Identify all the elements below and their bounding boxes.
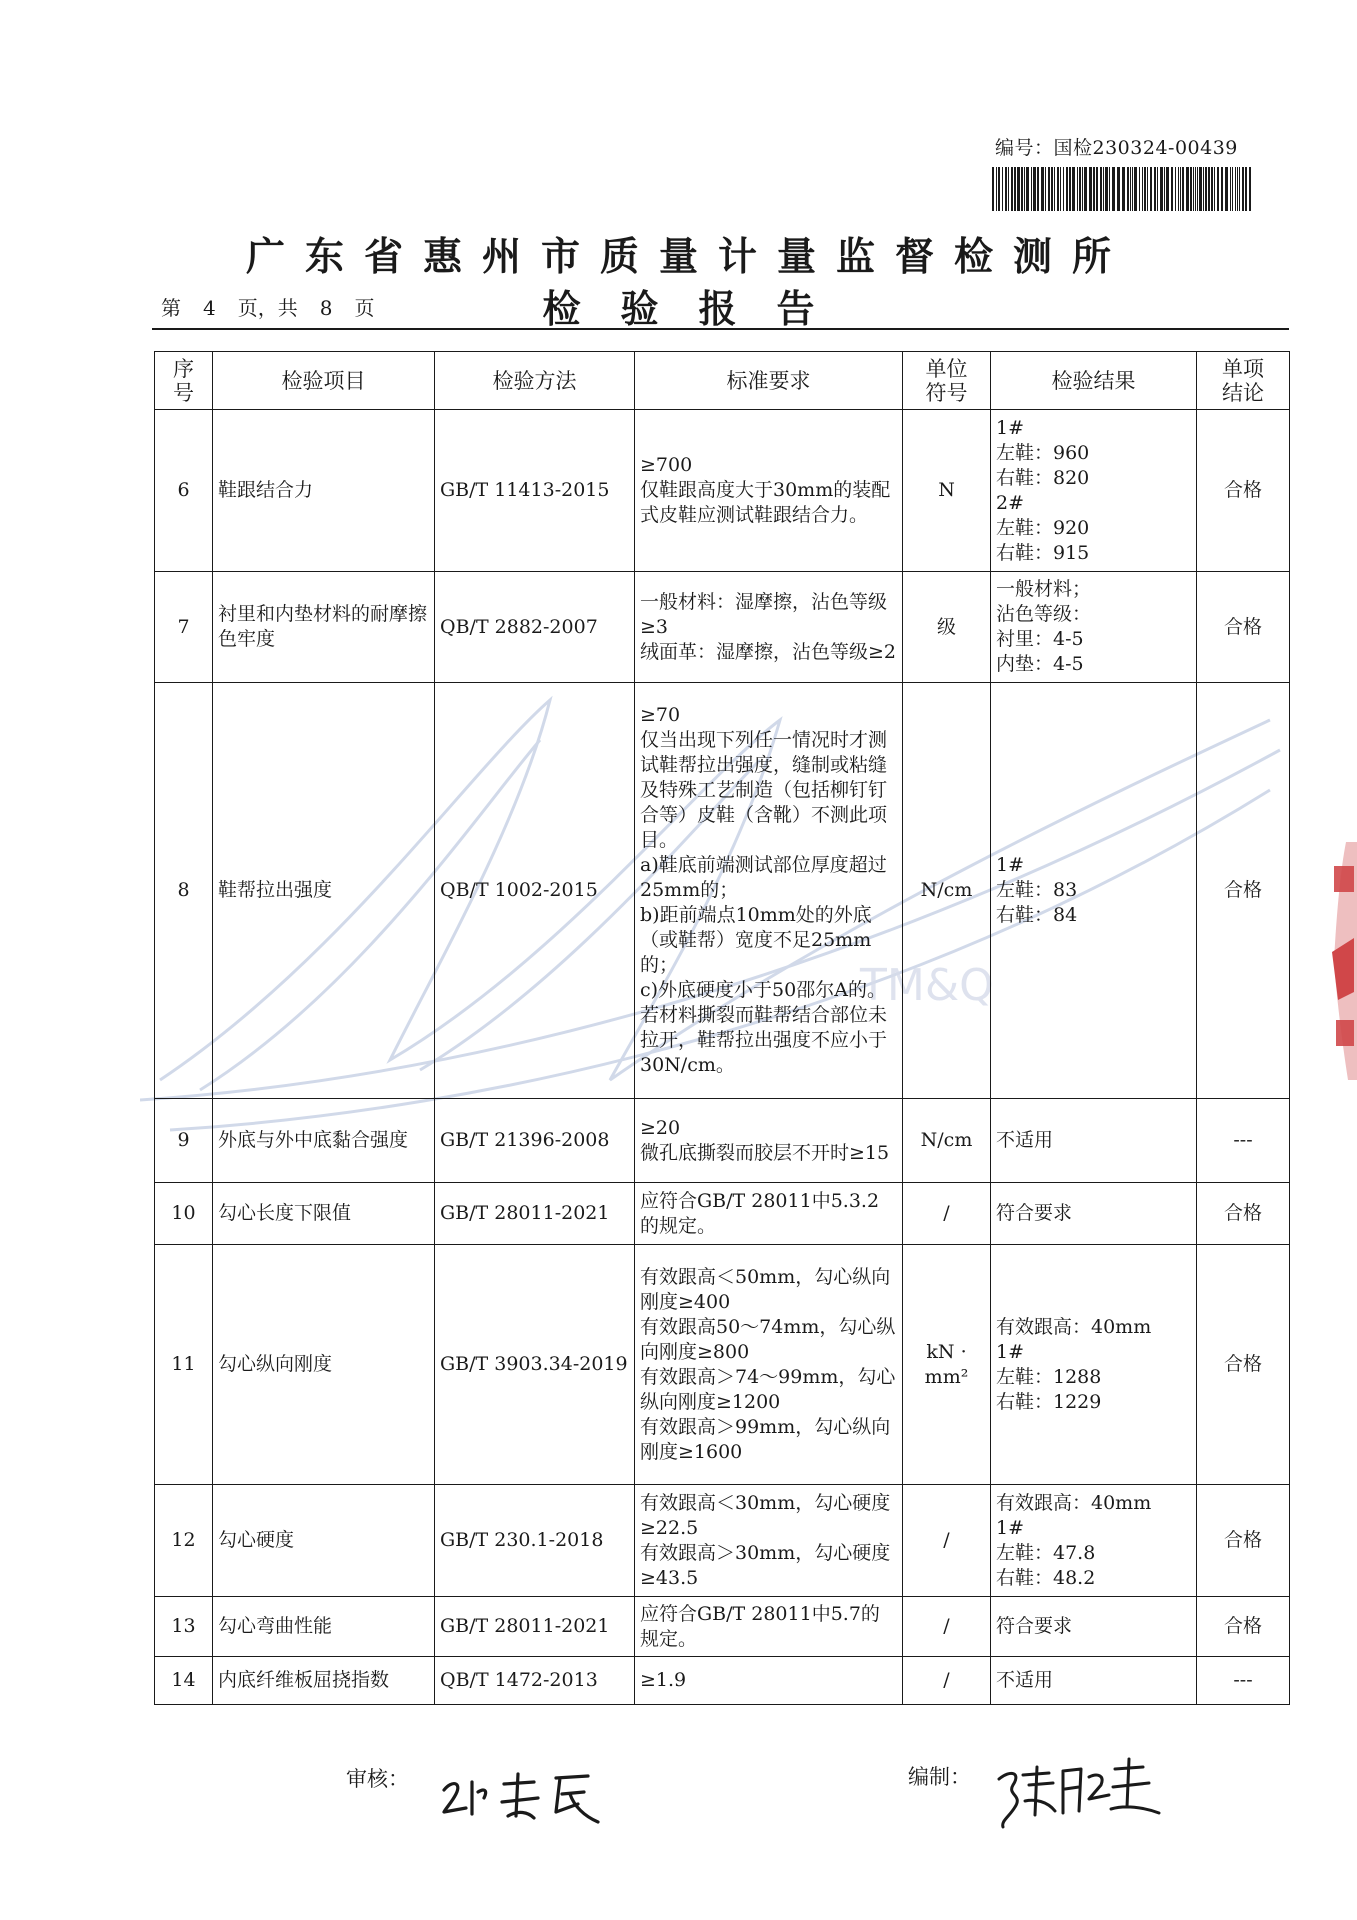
row-conclusion: 合格 [1197,410,1290,572]
document-title: 检验报告 [542,286,855,331]
row-item: 勾心长度下限值 [213,1183,435,1245]
row-conclusion: 合格 [1197,683,1290,1099]
row-item: 勾心弯曲性能 [213,1597,435,1657]
row-requirement: ≥20 微孔底撕裂而胶层不开时≥15 [635,1099,903,1183]
col-unit-header: 单位 符号 [903,352,991,410]
row-conclusion: 合格 [1197,1245,1290,1485]
row-unit: N [903,410,991,572]
table-row [155,1657,1290,1705]
barcode [992,167,1252,211]
row-item: 勾心硬度 [213,1485,435,1597]
row-conclusion: 合格 [1197,1485,1290,1597]
reviewer-signature [438,1768,608,1830]
row-unit: / [903,1183,991,1245]
row-unit: / [903,1597,991,1657]
page-suffix: 页 [354,296,375,320]
row-result: 不适用 [991,1657,1197,1705]
row-no: 8 [155,683,213,1099]
row-requirement: 有效跟高＜30mm，勾心硬度≥22.5 有效跟高＞30mm，勾心硬度≥43.5 [635,1485,903,1597]
row-item: 鞋帮拉出强度 [213,683,435,1099]
row-no: 11 [155,1245,213,1485]
row-method: GB/T 28011-2021 [435,1597,635,1657]
col-conclusion-header: 单项 结论 [1197,352,1290,410]
row-item: 衬里和内垫材料的耐摩擦色牢度 [213,572,435,683]
row-method: GB/T 28011-2021 [435,1183,635,1245]
table-row [155,572,1290,683]
col-item-header: 检验项目 [213,352,435,410]
row-unit: N/cm [903,1099,991,1183]
row-conclusion: 合格 [1197,1183,1290,1245]
row-requirement: 有效跟高＜50mm，勾心纵向刚度≥400 有效跟高50～74mm，勾心纵向刚度≥800 有效跟高＞74～99mm，勾心纵向刚度≥1200 有效跟高＞99mm，勾心纵向刚度≥1600 [635,1245,903,1485]
row-unit: 级 [903,572,991,683]
row-requirement: 应符合GB/T 28011中5.3.2的规定。 [635,1183,903,1245]
table-row [155,410,1290,572]
col-requirement-header: 标准要求 [635,352,903,410]
row-result: 1# 左鞋：960 右鞋：820 2# 左鞋：920 右鞋：915 [991,410,1197,572]
row-no: 13 [155,1597,213,1657]
page-middle: 页，共 [237,296,298,320]
row-item: 内底纤维板屈挠指数 [213,1657,435,1705]
row-requirement: 应符合GB/T 28011中5.7的规定。 [635,1597,903,1657]
row-result: 符合要求 [991,1183,1197,1245]
row-result: 有效跟高：40mm 1# 左鞋：47.8 右鞋：48.2 [991,1485,1197,1597]
col-no-header: 序 号 [155,352,213,410]
row-method: QB/T 1002-2015 [435,683,635,1099]
compiler-label: 编制： [908,1765,971,1789]
row-method: GB/T 3903.34-2019 [435,1245,635,1485]
table-row [155,1485,1290,1597]
row-no: 14 [155,1657,213,1705]
row-method: QB/T 1472-2013 [435,1657,635,1705]
inspection-results-table [154,351,1290,1705]
row-conclusion: 合格 [1197,1597,1290,1657]
row-unit: / [903,1485,991,1597]
report-number: 编号：国检230324-00439 [995,137,1238,159]
row-conclusion: 合格 [1197,572,1290,683]
row-conclusion: --- [1197,1099,1290,1183]
row-method: GB/T 11413-2015 [435,410,635,572]
page-prefix: 第 [161,296,181,320]
row-result: 符合要求 [991,1597,1197,1657]
row-conclusion: --- [1197,1657,1290,1705]
row-unit: N/cm [903,683,991,1099]
row-method: GB/T 21396-2008 [435,1099,635,1183]
row-requirement: 一般材料：湿摩擦，沾色等级≥3 绒面革：湿摩擦，沾色等级≥2 [635,572,903,683]
row-requirement: ≥700 仅鞋跟高度大于30mm的装配式皮鞋应测试鞋跟结合力。 [635,410,903,572]
row-method: GB/T 230.1-2018 [435,1485,635,1597]
svg-text:TM&Q: TM&Q [860,960,994,1011]
table-row [155,1597,1290,1657]
page-current: 4 [203,296,216,320]
row-unit: / [903,1657,991,1705]
table-row [155,1183,1290,1245]
row-no: 6 [155,410,213,572]
page-total: 8 [319,296,333,320]
table-row [155,1099,1290,1183]
col-method-header: 检验方法 [435,352,635,410]
table-header-row [155,352,1290,410]
col-result-header: 检验结果 [991,352,1197,410]
row-unit: kN · mm² [903,1245,991,1485]
row-requirement: ≥1.9 [635,1657,903,1705]
reviewer-label: 审核： [346,1767,409,1791]
row-no: 12 [155,1485,213,1597]
row-result: 1# 左鞋：83 右鞋：84 [991,683,1197,1099]
row-method: QB/T 2882-2007 [435,572,635,683]
compiler-signature [993,1755,1163,1835]
table-row [155,1245,1290,1485]
row-result: 有效跟高：40mm 1# 左鞋：1288 右鞋：1229 [991,1245,1197,1485]
row-item: 外底与外中底黏合强度 [213,1099,435,1183]
row-result: 不适用 [991,1099,1197,1183]
row-no: 10 [155,1183,213,1245]
table-row [155,683,1290,1099]
row-requirement: ≥70 仅当出现下列任一情况时才测试鞋帮拉出强度，缝制或粘缝及特殊工艺制造（包括柳钉钉合等）皮鞋（含靴）不测此项目。 a)鞋底前端测试部位厚度超过25mm的； b)距前端点10mm处的外底（或鞋帮）宽度不足25mm的； c)外底硬度小于50邵尔A的。 若材料撕裂而鞋帮结合部位未拉开，鞋帮拉出强度不应小于30N/cm。 [635,683,903,1099]
header-divider [152,328,1289,330]
row-no: 9 [155,1099,213,1183]
official-seal-fragment [1328,842,1357,1080]
row-no: 7 [155,572,213,683]
organization-title: 广东省惠州市质量计量监督检测所 [245,234,1131,280]
row-item: 鞋跟结合力 [213,410,435,572]
row-result: 一般材料； 沾色等级： 衬里：4-5 内垫：4-5 [991,572,1197,683]
row-item: 勾心纵向刚度 [213,1245,435,1485]
